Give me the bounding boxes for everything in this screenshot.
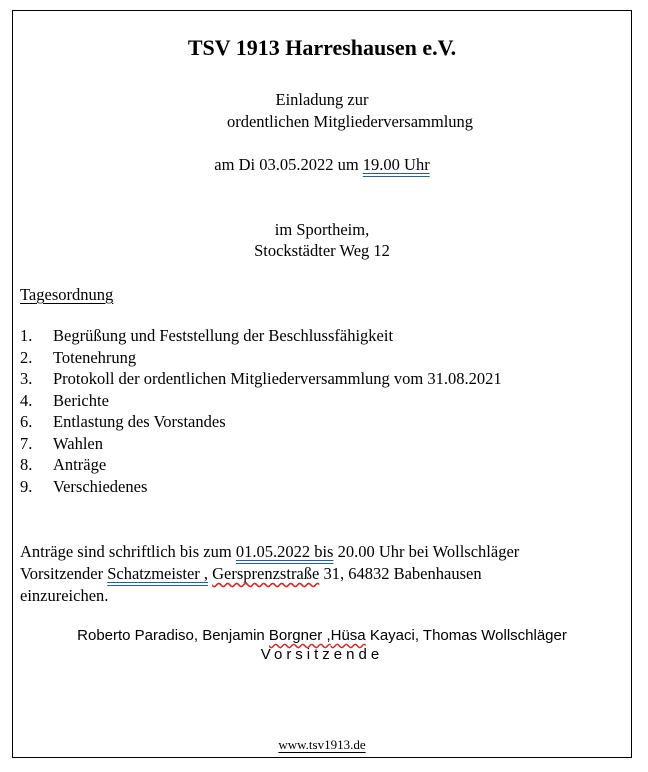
agenda-list — [20, 325, 502, 497]
signature-text: Roberto Paradiso, Benjamin — [77, 627, 269, 644]
agenda-item-text: Begrüßung und Feststellung der Beschlussfähigkeit — [53, 326, 394, 345]
invitation-line-2: ordentlichen Mitgliederversammlung — [226, 112, 474, 131]
agenda-item-number: 4. — [20, 390, 33, 410]
agenda-item-number: 9. — [20, 476, 33, 496]
invitation-line-1: Einladung zur — [275, 90, 369, 109]
signature-name-flagged: Hüsa — [330, 627, 366, 644]
agenda-item-text: Totenehrung — [53, 347, 137, 367]
signature-text: Kayaci, Thomas Wollschläger — [365, 627, 567, 644]
agenda-item-text: Berichte — [53, 390, 109, 410]
notice-line-1 — [20, 541, 519, 563]
signature-role: Vorsitzende — [260, 646, 384, 663]
agenda-item-text: Protokoll der ordentlichen Mitgliederversammlung vom 31.08.2021 — [53, 369, 502, 388]
agenda-item-text: Verschiedenes — [53, 476, 148, 496]
agenda-item — [20, 433, 502, 455]
agenda-item-number: 3. — [20, 369, 33, 388]
agenda-item — [20, 325, 502, 347]
agenda-item-number: 1. — [20, 326, 33, 345]
agenda-item-number: 8. — [20, 455, 33, 474]
club-title: TSV 1913 Harreshausen e.V. — [187, 35, 457, 60]
venue-line-1: im Sportheim, — [274, 220, 370, 239]
agenda-item-number: 2. — [20, 347, 33, 367]
agenda-item-text: Anträge — [53, 455, 107, 474]
agenda-item-number: 6. — [20, 412, 33, 431]
notice-text: 20.00 Uhr bei Wollschläger — [333, 542, 520, 561]
agenda-item — [20, 368, 502, 390]
meeting-date — [12, 154, 632, 176]
agenda-heading: Tagesordnung — [20, 285, 114, 304]
agenda-item — [20, 347, 502, 369]
agenda-item-text: Entlastung des Vorstandes — [53, 412, 226, 431]
notice-line-2 — [20, 563, 482, 585]
deadline-date: 01.05.2022 bis — [235, 542, 334, 561]
agenda-item — [20, 390, 502, 412]
notice-text: Vorsitzender — [20, 564, 108, 583]
agenda-item — [20, 476, 502, 498]
notice-text: Anträge sind schriftlich bis zum — [20, 542, 236, 561]
footer-url[interactable]: www.tsv1913.de — [278, 737, 366, 752]
meeting-date-prefix: am Di 03.05.2022 um — [214, 155, 359, 174]
signature-names — [12, 626, 632, 645]
notice-text: 31, 64832 Babenhausen — [319, 564, 482, 583]
signature-name-flagged: Borgner , — [268, 627, 331, 644]
agenda-item-text: Wahlen — [53, 433, 103, 453]
notice-line-3: einzureichen. — [20, 586, 109, 605]
venue-line-2: Stockstädter Weg 12 — [254, 241, 390, 260]
meeting-time: 19.00 Uhr — [362, 155, 430, 174]
notice-street: Gersprenzstraße — [212, 564, 320, 583]
agenda-item-number: 7. — [20, 433, 33, 453]
agenda-item — [20, 454, 502, 476]
notice-role: Schatzmeister , — [107, 564, 209, 583]
agenda-item — [20, 411, 502, 433]
